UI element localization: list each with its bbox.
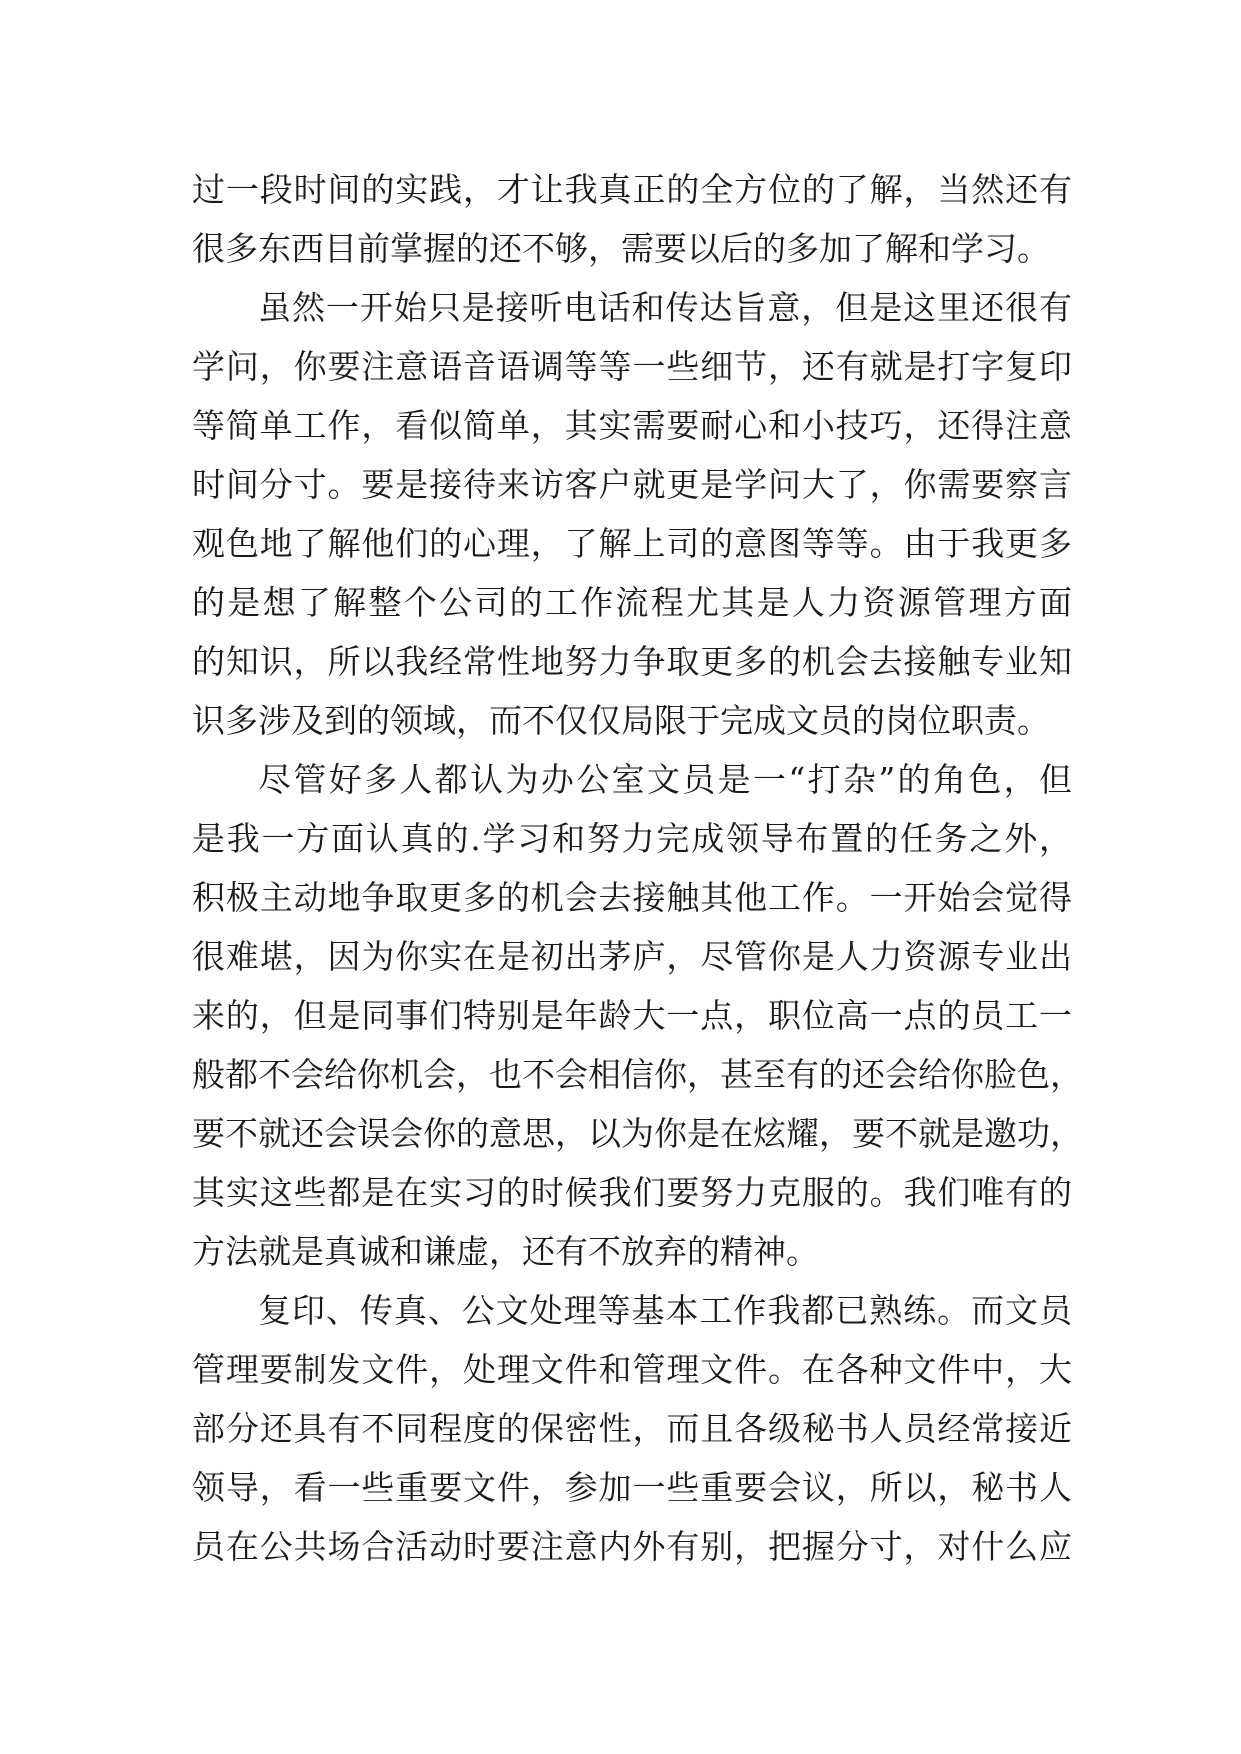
text-line: 要不就还会误会你的意思，以为你是在炫耀，要不就是邀功，	[192, 1114, 1083, 1153]
text-line: 部分还具有不同程度的保密性，而且各级秘书人员经常接近	[192, 1409, 1072, 1448]
text-line: 来的，但是同事们特别是年龄大一点，职位高一点的员工一	[192, 996, 1072, 1035]
text-line: 员在公共场合活动时要注意内外有别，把握分寸，对什么应	[192, 1527, 1072, 1566]
paragraph-first-line: 虽然一开始只是接听电话和传达旨意，但是这里还很有	[258, 288, 1072, 327]
text-line: 时间分寸。要是接待来访客户就更是学问大了，你需要察言	[192, 465, 1072, 504]
text-line: 等简单工作，看似简单，其实需要耐心和小技巧，还得注意	[192, 406, 1072, 445]
text-line: 管理要制发文件，处理文件和管理文件。在各种文件中，大	[192, 1350, 1072, 1389]
text-line: 其实这些都是在实习的时候我们要努力克服的。我们唯有的	[192, 1173, 1072, 1212]
paragraph-first-line: 尽管好多人都认为办公室文员是一“打杂”的角色，但	[258, 760, 1072, 799]
text-line: 过一段时间的实践，才让我真正的全方位的了解，当然还有	[192, 170, 1072, 209]
body-text	[192, 160, 1083, 1576]
text-line: 的知识，所以我经常性地努力争取更多的机会去接触专业知	[192, 642, 1072, 681]
text-line: 领导，看一些重要文件，参加一些重要会议，所以，秘书人	[192, 1468, 1072, 1507]
text-line: 的是想了解整个公司的工作流程尤其是人力资源管理方面	[192, 583, 1072, 622]
text-line: 识多涉及到的领域，而不仅仅局限于完成文员的岗位职责。	[192, 701, 1050, 740]
text-line: 积极主动地争取更多的机会去接触其他工作。一开始会觉得	[192, 878, 1072, 917]
text-line: 般都不会给你机会，也不会相信你，甚至有的还会给你脸色，	[192, 1055, 1083, 1094]
text-line: 很多东西目前掌握的还不够，需要以后的多加了解和学习。	[192, 229, 1050, 268]
text-line: 方法就是真诚和谦虚，还有不放弃的精神。	[192, 1232, 819, 1271]
text-line: 学问，你要注意语音语调等等一些细节，还有就是打字复印	[192, 347, 1072, 386]
text-line: 是我一方面认真的.学习和努力完成领导布置的任务之外，	[192, 819, 1072, 858]
text-line: 很难堪，因为你实在是初出茅庐，尽管你是人力资源专业出	[192, 937, 1072, 976]
paragraph-first-line: 复印、传真、公文处理等基本工作我都已熟练。而文员	[258, 1291, 1072, 1330]
text-line: 观色地了解他们的心理，了解上司的意图等等。由于我更多	[192, 524, 1072, 563]
